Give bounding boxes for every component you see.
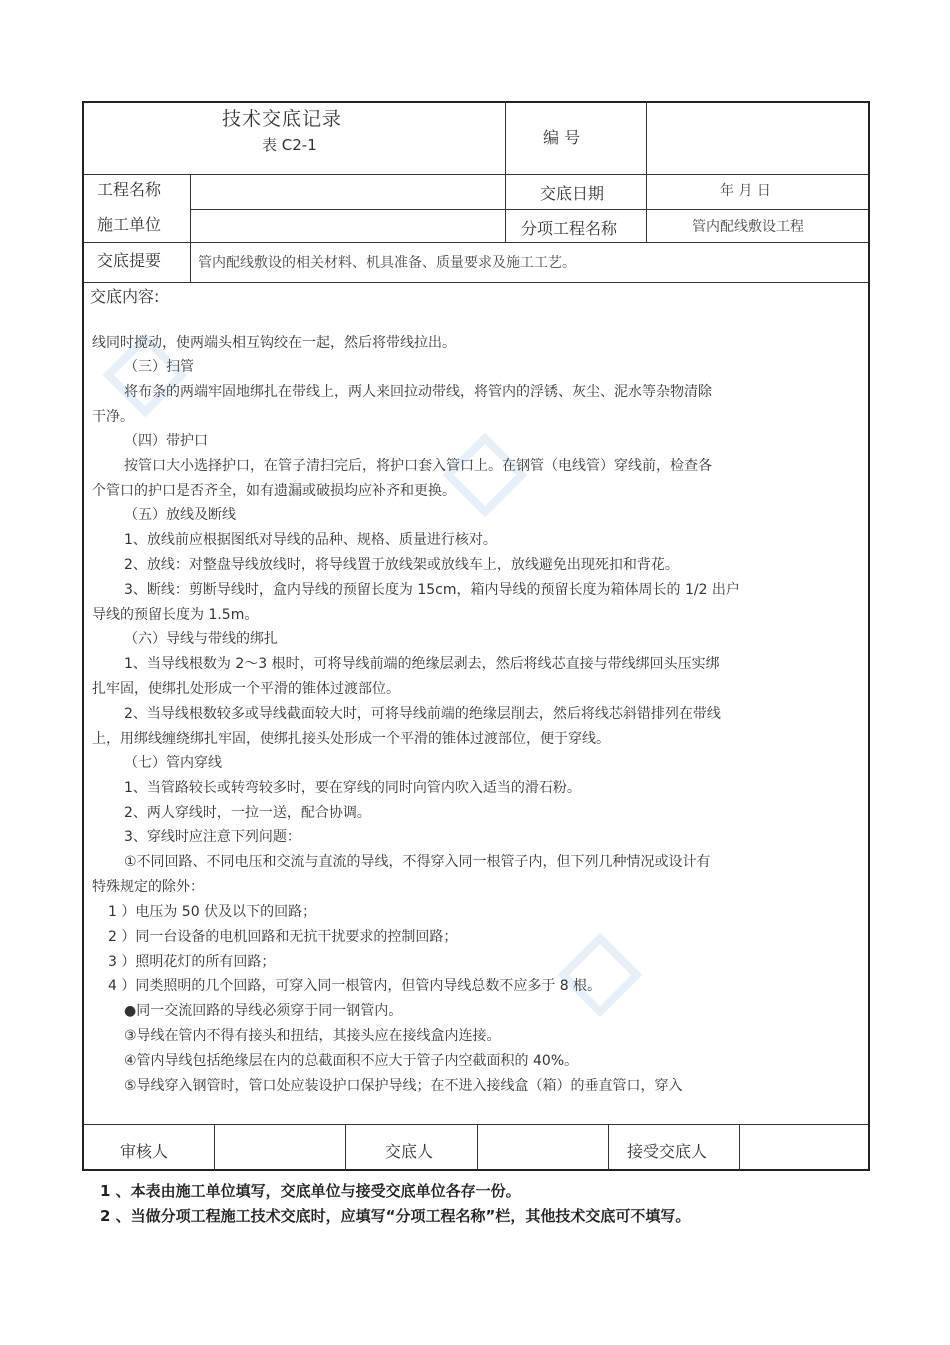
content-line: 3、穿线时应注意下列问题： [124,829,301,845]
col-divider [477,1124,478,1170]
content-line: 4 ）同类照明的几个回路，可穿入同一根管内，但管内导线总数不应多于 8 根。 [108,978,602,994]
content-line: （六）导线与带线的绑扎 [124,631,278,647]
content-line: ●同一交流回路的导线必须穿于同一钢管内。 [124,1003,403,1019]
content-line: （五）放线及断线 [124,507,236,523]
row-divider [83,174,869,175]
content-line: ④管内导线包括绝缘层在内的总截面积不应大于管子内空截面积的 40%。 [124,1053,579,1069]
summary-field[interactable]: 管内配线敷设的相关材料、机具准备、质量要求及施工工艺。 [198,255,576,271]
reviewer-label: 审核人 [120,1142,169,1161]
content-line: 特殊规定的除外： [92,879,204,895]
row-divider [190,209,505,210]
content-line: 2、当导线根数较多或导线截面较大时，可将导线前端的绝缘层削去，然后将线芯斜错排列在带线 [124,706,721,722]
col-divider [505,102,506,242]
sub-project-label: 分项工程名称 [521,219,618,238]
content-label: 交底内容: [90,287,160,306]
content-line: 线同时搅动，使两端头相互钩绞在一起，然后将带线拉出。 [92,335,456,351]
content-line: 导线的预留长度为 1.5m。 [92,607,259,623]
footnote: 1 、本表由施工单位填写，交底单位与接受交底单位各存一份。 [100,1182,521,1200]
content-line: ⑤导线穿入钢管时，管口处应装设护口保护导线；在不进入接线盒（箱）的垂直管口，穿入 [124,1078,683,1094]
row-divider [83,242,869,243]
project-name-field[interactable] [198,180,498,204]
content-line: （四）带护口 [124,433,208,449]
sub-project-field[interactable]: 管内配线敷设工程 [692,219,804,235]
date-label: 交底日期 [540,184,605,203]
content-line: 将布条的两端牢固地绑扎在带线上，两人来回拉动带线，将管内的浮锈、灰尘、泥水等杂物清除 [124,384,712,400]
content-line: ③导线在管内不得有接头和扭结，其接头应在接线盒内连接。 [124,1028,501,1044]
number-field[interactable] [660,125,860,149]
receiver-field[interactable] [745,1132,863,1162]
project-name-label: 工程名称 [97,180,162,199]
content-line: 上，用绑线缠绕绑扎牢固，使绑扎接头处形成一个平滑的锥体过渡部位，便于穿线。 [92,731,610,747]
content-line: 个管口的护口是否齐全，如有遗漏或破损均应补齐和更换。 [92,483,456,499]
content-line: （三）扫管 [124,359,194,375]
col-divider [608,1124,609,1170]
content-line: 干净。 [92,409,134,425]
col-divider [190,174,191,282]
date-field[interactable]: 年 月 日 [720,183,771,199]
row-divider [83,1124,869,1125]
form-title: 技术交底记录 [222,108,343,130]
form-code: 表 C2-1 [262,136,317,154]
summary-label: 交底提要 [97,251,162,270]
content-line: 2、两人穿线时，一拉一送，配合协调。 [124,805,371,821]
discloser-field[interactable] [483,1132,601,1162]
col-divider [739,1124,740,1170]
content-line: 1、当管路较长或转弯较多时，要在穿线的同时向管内吹入适当的滑石粉。 [124,780,581,796]
content-line: 3 ）照明花灯的所有回路； [108,954,276,970]
col-divider [646,102,647,242]
content-line: 按管口大小选择护口，在管子清扫完后，将护口套入管口上。在钢管（电线管）穿线前，检查各 [124,458,712,474]
col-divider [214,1124,215,1170]
col-divider [345,1124,346,1170]
content-line: 2、放线：对整盘导线放线时，将导线置于放线架或放线车上，放线避免出现死扣和背花。 [124,557,679,573]
construction-unit-field[interactable] [198,214,498,238]
content-line: 2 ）同一台设备的电机回路和无抗干扰要求的控制回路； [108,929,458,945]
content-line: 3、断线：剪断导线时，盒内导线的预留长度为 15cm，箱内导线的预留长度为箱体周长的 1/2 出户 [124,582,740,598]
content-line: 1 ）电压为 50 伏及以下的回路； [108,904,317,920]
content-line: 1、放线前应根据图纸对导线的品种、规格、质量进行核对。 [124,532,497,548]
footnote: 2 、当做分项工程施工技术交底时，应填写“分项工程名称”栏，其他技术交底可不填写。 [100,1207,691,1225]
content-line: （七）管内穿线 [124,755,222,771]
row-divider [505,209,869,210]
row-divider [83,282,869,283]
construction-unit-label: 施工单位 [97,215,162,234]
number-label: 编 号 [543,128,581,147]
content-line: 扎牢固，使绑扎处形成一个平滑的锥体过渡部位。 [92,681,400,697]
content-line: 1、当导线根数为 2～3 根时，可将导线前端的绝缘层剥去，然后将线芯直接与带线绑回头压实绑 [124,656,720,672]
discloser-label: 交底人 [385,1142,434,1161]
receiver-label: 接受交底人 [627,1142,708,1161]
reviewer-field[interactable] [220,1132,338,1162]
content-line: ①不同回路、不同电压和交流与直流的导线，不得穿入同一根管子内，但下列几种情况或设计有 [124,854,711,870]
